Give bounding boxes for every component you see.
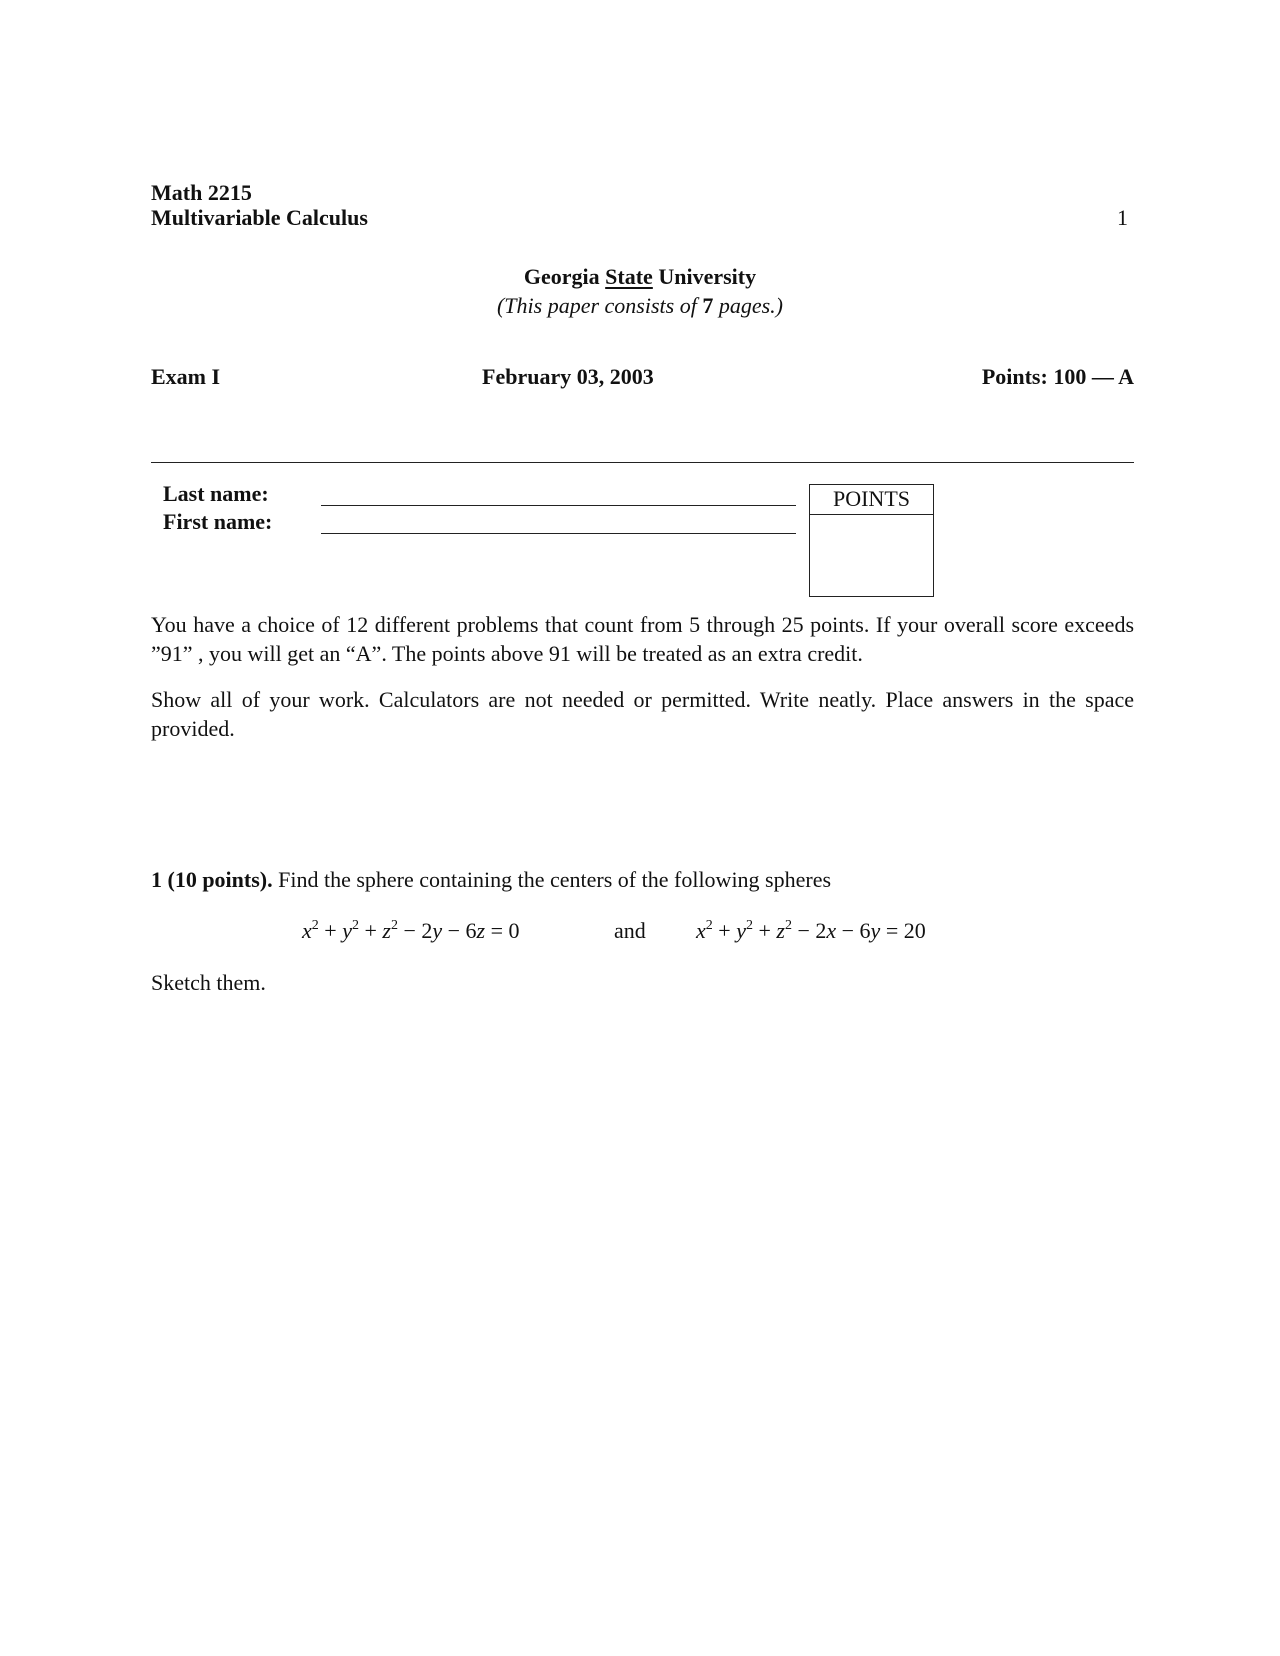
instructions-paragraph-1: You have a choice of 12 different problems that count from 5 through 25 points. If your overall score exceeds ”91” , you will get an “A”. The points above 91 will be treated as an extra credit. [151, 612, 1134, 666]
exam-date: February 03, 2003 [482, 364, 654, 389]
course-name: Multivariable Calculus [151, 205, 368, 230]
page-number: 1 [1117, 205, 1128, 230]
first-name-label: First name: [163, 509, 273, 534]
university-name-part3: University [652, 264, 757, 289]
page-count-value: 7 [702, 293, 714, 318]
university-name-part1: Georgia [523, 264, 606, 289]
first-name-field[interactable] [321, 533, 796, 534]
course-code: Math 2215 [151, 180, 252, 205]
last-name-field[interactable] [321, 505, 796, 506]
problem-1-text: Find the sphere containing the centers of the following spheres [272, 867, 832, 892]
points-box-header: POINTS [810, 485, 933, 515]
university-name [0, 264, 1280, 290]
page-count-suffix: pages.) [713, 293, 783, 318]
page-count-prefix: (This paper consists of [496, 293, 703, 318]
problem-1-followup: Sketch them. [151, 970, 266, 995]
points-box [809, 484, 934, 597]
university-name-underlined: State [605, 264, 653, 289]
last-name-label: Last name: [163, 481, 269, 506]
instructions-paragraph-2: Show all of your work. Calculators are not needed or permitted. Write neatly. Place answers in the space provided. [151, 687, 1134, 741]
equation-sphere-2: $x^2 + y^2 + z^2 - 2x - 6y = 20$ [696, 918, 926, 943]
exam-title: Exam I [151, 364, 221, 389]
equation-sphere-1: $x^2 + y^2 + z^2 - 2y - 6z = 0$ [302, 918, 520, 943]
exam-points: Points: 100 — A [981, 364, 1134, 389]
page-count-note [0, 293, 1280, 319]
equation-connector: and [614, 918, 646, 943]
problem-1 [151, 867, 831, 893]
header-divider [151, 462, 1134, 463]
problem-1-label: 1 (10 points). [151, 867, 273, 892]
